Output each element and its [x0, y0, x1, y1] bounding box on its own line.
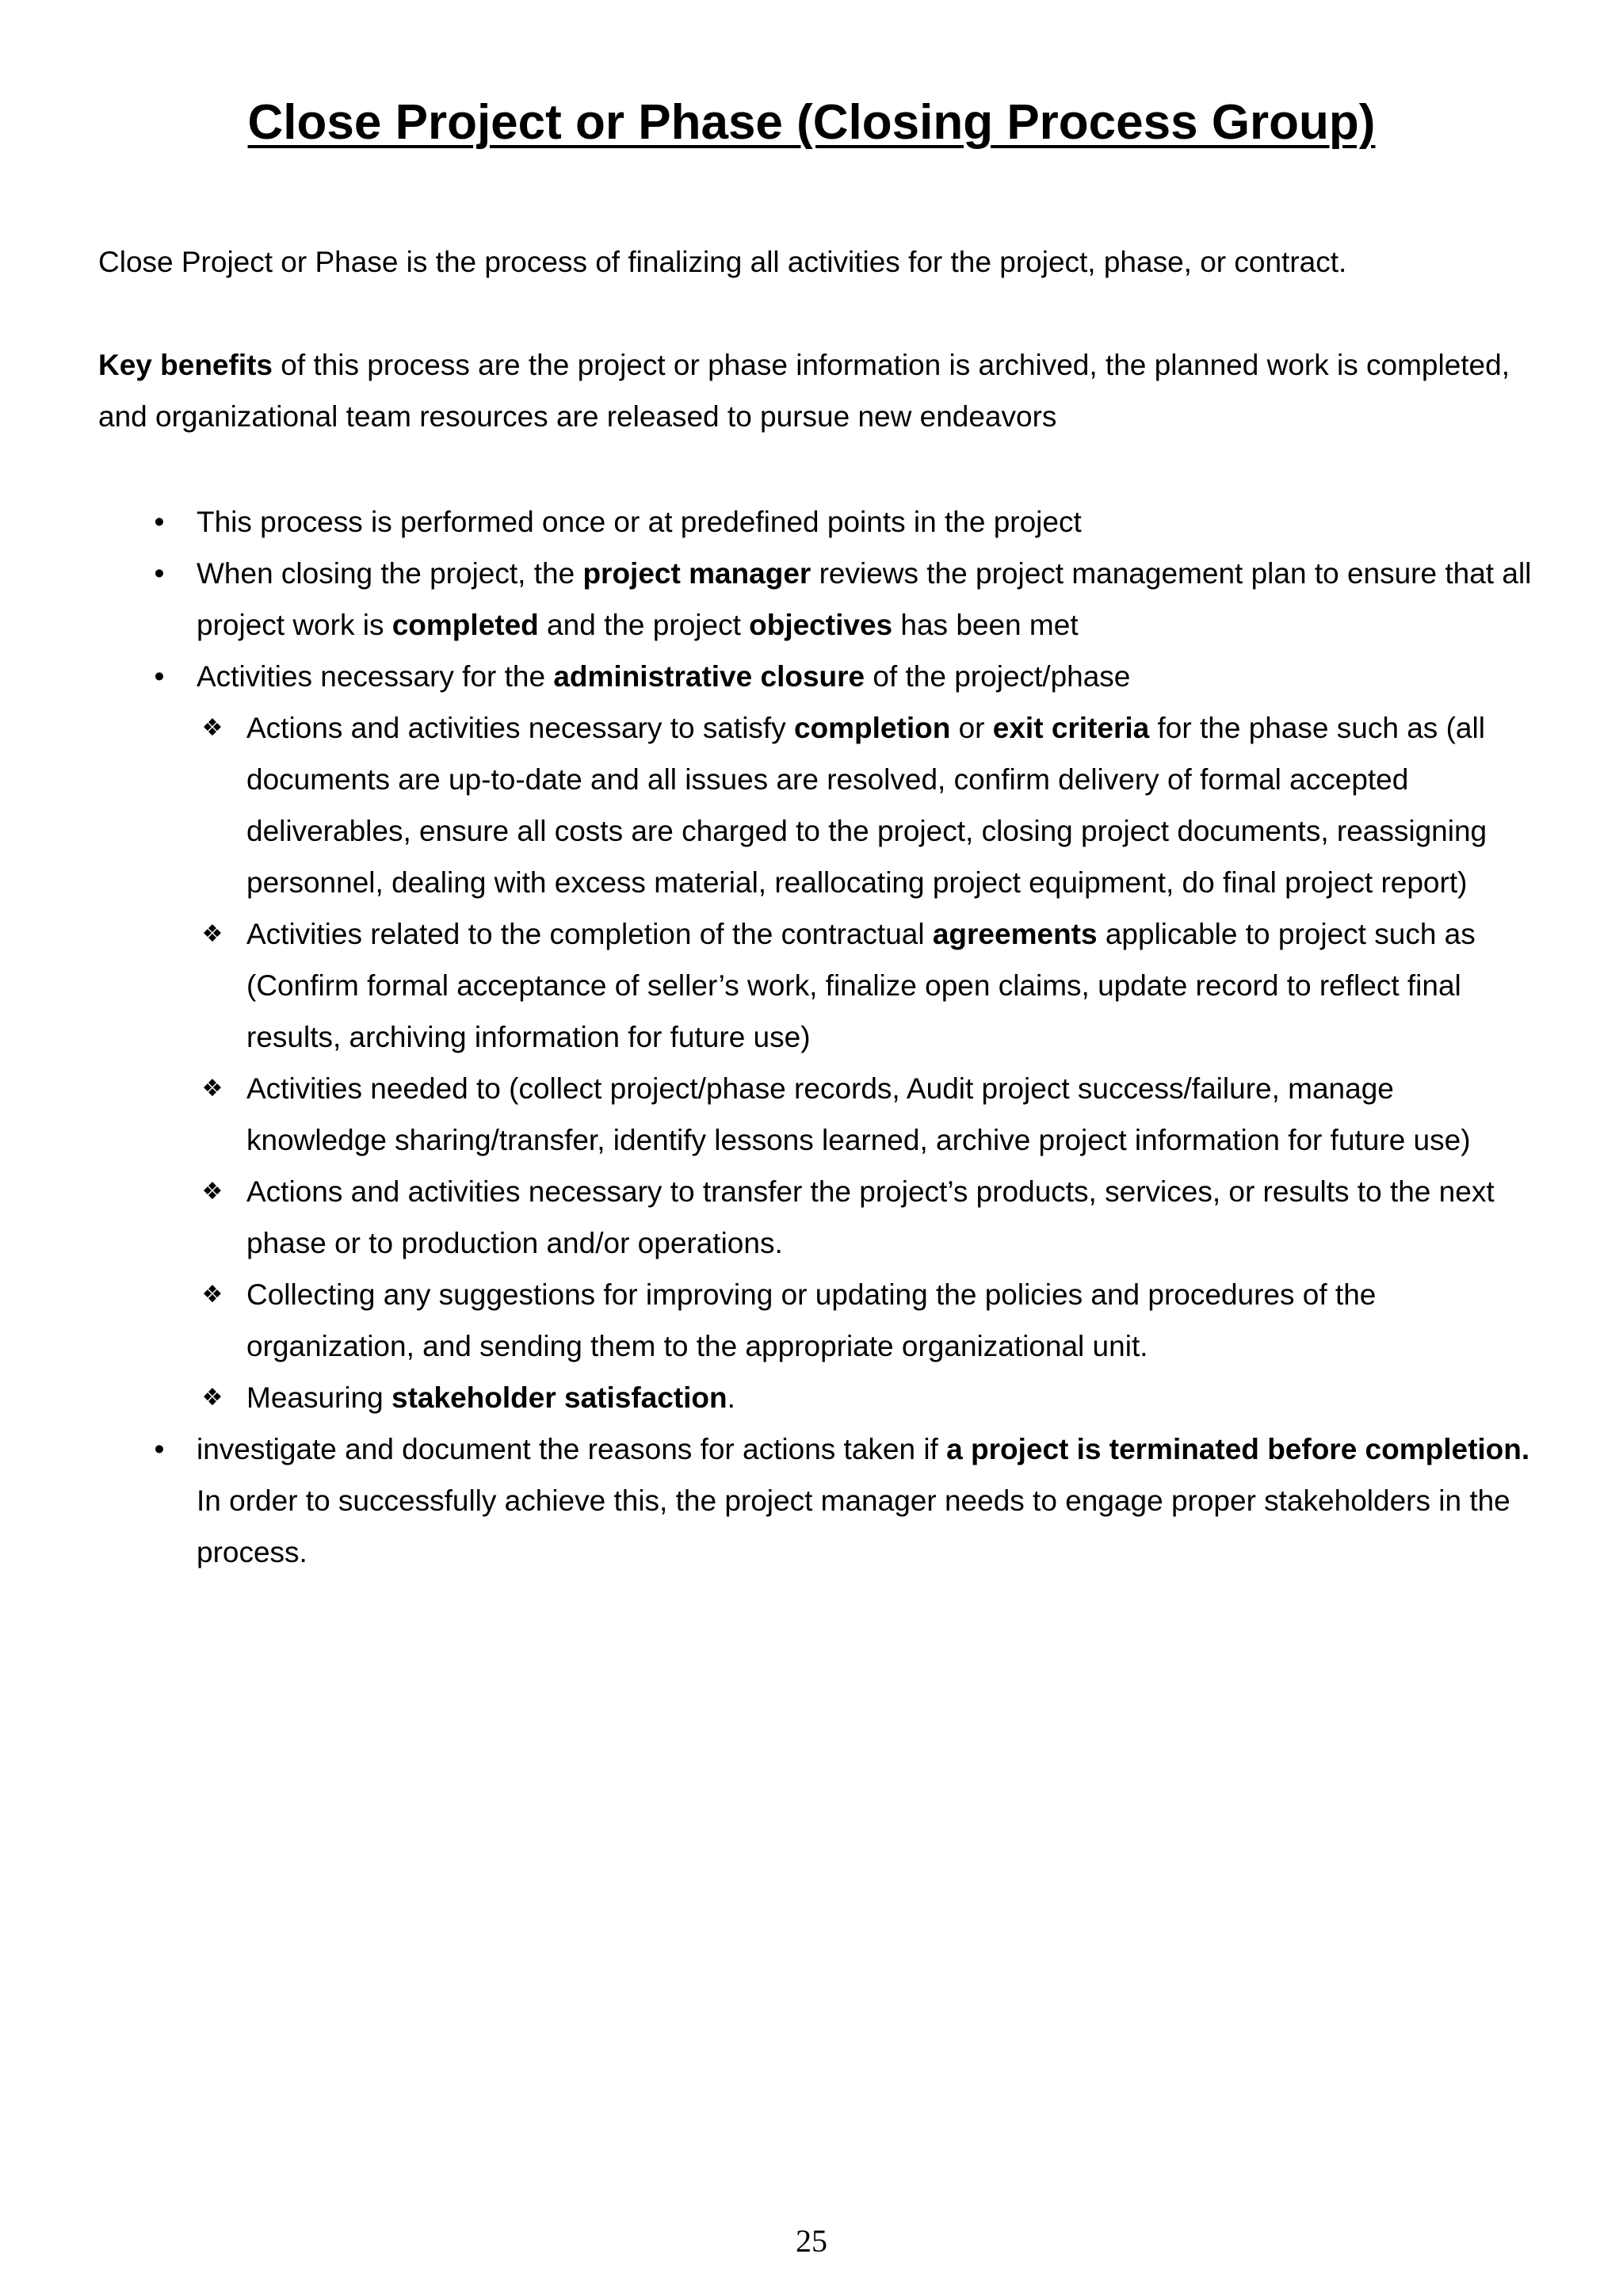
sub-bullet-text: Actions and activities necessary to transfer the project’s products, services, or results to the next phase or to production and/or operations. — [246, 1175, 1495, 1259]
sub-bullet-text: Collecting any suggestions for improving or updating the policies and procedures of the organization, and sending them to the appropriate organizational unit. — [246, 1278, 1377, 1362]
bullet-item — [98, 651, 1541, 1423]
diamond-bullet-icon: ❖ — [201, 920, 223, 948]
sub-bullet-text: Actions and activities necessary to satisfy — [246, 712, 794, 744]
bullet-text: has been met — [892, 609, 1079, 641]
bullet-icon: • — [154, 557, 165, 590]
sub-bullet-list — [197, 702, 1541, 1423]
sub-bullet-item — [197, 1372, 1541, 1423]
bullet-text: of the project/phase — [865, 660, 1131, 693]
bold-term: project manager — [582, 557, 812, 590]
bullet-text: This process is performed once or at predefined points in the project — [197, 506, 1082, 538]
sub-bullet-text: Measuring — [246, 1381, 392, 1414]
sub-bullet-item — [197, 1063, 1541, 1166]
bold-term: exit criteria — [992, 712, 1150, 744]
bullet-text: investigate and document the reasons for actions taken if — [197, 1433, 947, 1465]
bold-term: a project is terminated before completion. — [946, 1433, 1530, 1465]
key-benefits-label: Key benefits — [98, 349, 273, 381]
bold-term: completion — [793, 712, 951, 744]
sub-bullet-text: Activities related to the completion of the contractual — [246, 918, 933, 950]
bullet-icon: • — [154, 660, 165, 693]
page-number: 25 — [796, 2223, 827, 2259]
diamond-bullet-icon: ❖ — [201, 714, 223, 742]
bullet-list — [98, 496, 1541, 1578]
sub-bullet-text: . — [727, 1381, 735, 1414]
sub-bullet-item — [197, 1166, 1541, 1269]
diamond-bullet-icon: ❖ — [201, 1075, 223, 1102]
page-title: Close Project or Phase (Closing Process Group) — [247, 95, 1376, 150]
sub-bullet-text: for the phase such as (all documents are up-to-date and all issues are resolved, confirm delivery of formal accepted deliverables, ensure all costs are charged to the project, closing project documents, reassigning personnel, dealing with excess material, reallocating project equipment, do final project report) — [246, 712, 1487, 899]
bold-term: stakeholder satisfaction — [391, 1381, 727, 1414]
bullet-item — [98, 548, 1541, 651]
bullet-text: and the project — [538, 609, 750, 641]
sub-bullet-item — [197, 908, 1541, 1063]
sub-bullet-text: applicable to project such as (Confirm formal acceptance of seller’s work, finalize open claims, update record to reflect final results, archiving information for future use) — [246, 918, 1476, 1053]
bold-term: completed — [391, 609, 539, 641]
key-benefits-paragraph — [98, 339, 1541, 442]
bullet-text: When closing the project, the — [197, 557, 583, 590]
bullet-icon: • — [154, 506, 165, 538]
sub-bullet-item — [197, 702, 1541, 908]
diamond-bullet-icon: ❖ — [201, 1281, 223, 1308]
key-benefits-text: of this process are the project or phase information is archived, the planned work is completed, and organizational team resources are released to pursue new endeavors — [98, 349, 1510, 433]
bold-term: agreements — [932, 918, 1098, 950]
intro-paragraph: Close Project or Phase is the process of finalizing all activities for the project, phase, or contract. — [98, 246, 1347, 278]
sub-bullet-text: Activities needed to (collect project/phase records, Audit project success/failure, manage knowledge sharing/transfer, identify lessons learned, archive project information for future use) — [246, 1072, 1471, 1156]
sub-bullet-item — [197, 1269, 1541, 1372]
bullet-text: In order to successfully achieve this, the project manager needs to engage proper stakeholders in the process. — [197, 1484, 1510, 1568]
sub-bullet-text: or — [950, 712, 993, 744]
bullet-text: Activities necessary for the — [197, 660, 554, 693]
bold-term: administrative closure — [553, 660, 865, 693]
bullet-icon: • — [154, 1433, 165, 1465]
bullet-text: reviews the project management plan to ensure that all project work is — [197, 557, 1532, 641]
diamond-bullet-icon: ❖ — [201, 1178, 223, 1205]
diamond-bullet-icon: ❖ — [201, 1384, 223, 1412]
bullet-item — [98, 496, 1541, 548]
bullet-item — [98, 1423, 1541, 1578]
bold-term: objectives — [749, 609, 893, 641]
